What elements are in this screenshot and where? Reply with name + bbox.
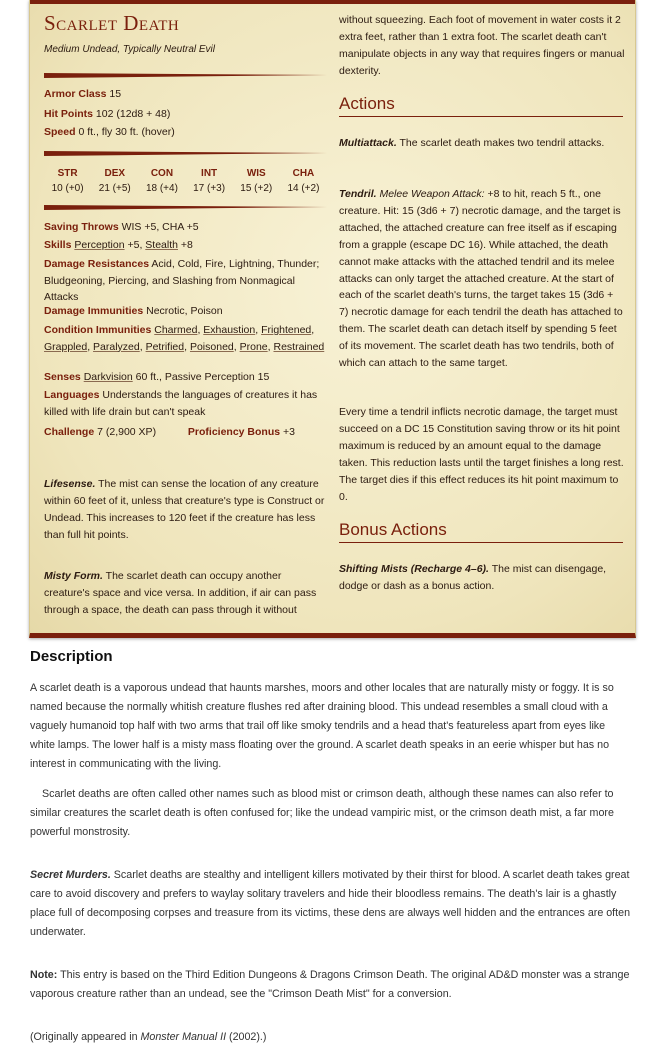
- damage-immunities-line: Damage Immunities Necrotic, Poison: [44, 305, 223, 317]
- secret-murders-paragraph: Secret Murders. Scarlet deaths are stealthy and intelligent killers motivated by their thirst for blood. A scarlet death takes great care to avoid discovery and prefers to waylay solitary travelers and hide their bloodless remains. The death's lair is a ghastly place full of decomposing corpses and treasure from its victims, these dens are always well hidden and the entrances are often underwater.: [30, 869, 631, 938]
- ability-con: CON 18 (+4): [145, 168, 178, 194]
- action-tendril: Tendril. Melee Weapon Attack: +8 to hit, reach 5 ft., one creature. Hit: 15 (3d6 + 7) necrotic damage, and the target is attached, the attached creature can free itself as if escaping from a grapple (escape DC 16). While attached, the death cannot make attacks with the attached tendril and its melee attacks can only target the attached creature. At the start of each of the scarlet death's turns, the target takes 15 (3d6 + 7) necrotic damage for each tendril the death has attached to them. The scarlet death can detach itself by spending 5 feet of its movement. The scarlet death has two tendrils, both of which can attach to the same target.: [339, 188, 623, 370]
- skill-perception-link[interactable]: Perception: [74, 239, 125, 251]
- bonus-actions-header: Bonus Actions: [339, 522, 623, 543]
- ability-cha: CHA 14 (+2): [287, 168, 320, 194]
- monster-name: Scarlet Death: [44, 11, 180, 35]
- description-paragraph: Scarlet deaths are often called other names such as blood mist or crimson death, although these names can also refer to similar creatures the scarlet death is often confused for; like the undead vampiric mist, or the crimson death mist, a far more powerful monstrosity.: [30, 788, 614, 838]
- speed-line: Speed 0 ft., fly 30 ft. (hover): [44, 126, 175, 138]
- condition-link[interactable]: Paralyzed: [93, 340, 140, 353]
- ability-int: INT 17 (+3): [193, 168, 226, 194]
- condition-link[interactable]: Frightened: [261, 324, 312, 336]
- languages-line: Languages Understands the languages of creatures it has killed with life drain but can't speak: [44, 389, 318, 418]
- monster-meta: Medium Undead, Typically Neutral Evil: [44, 44, 215, 55]
- origin-paragraph: (Originally appeared in Monster Manual II (2002).): [30, 1031, 267, 1043]
- ability-wis: WIS 15 (+2): [240, 168, 273, 194]
- condition-link[interactable]: Grappled: [44, 340, 88, 353]
- condition-link[interactable]: Petrified: [145, 340, 185, 353]
- ability-scores: [44, 166, 327, 196]
- hit-points-line: Hit Points 102 (12d8 + 48): [44, 108, 171, 120]
- ability-dex: DEX 21 (+5): [98, 168, 131, 194]
- condition-link[interactable]: Exhaustion: [203, 324, 256, 336]
- senses-line: Senses Darkvision 60 ft., Passive Perception 15: [44, 371, 270, 383]
- divider-rule: [44, 73, 327, 77]
- actions-header: Actions: [339, 96, 623, 117]
- bonus-shifting-mists: Shifting Mists (Recharge 4–6). The mist can disengage, dodge or dash as a bonus action.: [339, 563, 607, 592]
- condition-link[interactable]: Restrained: [273, 340, 325, 353]
- trait-misty-form-continued: without squeezing. Each foot of movement in water costs it 2 extra feet, rather than 1 extra foot. The scarlet death can't manipulate objects in any way that requires fingers or manual dexterity.: [339, 14, 625, 77]
- misty-form-text: The scarlet death can occupy another creature's space and vice versa. In addition, if air can pass through a space, the death can pass through it without: [44, 570, 317, 616]
- darkvision-link[interactable]: Darkvision: [83, 371, 133, 383]
- challenge-line: Challenge 7 (2,900 XP) Proficiency Bonus +3: [44, 426, 296, 438]
- divider-rule: [44, 205, 327, 209]
- proficiency-bonus-label: Proficiency Bonus: [187, 426, 281, 438]
- note-paragraph: Note: This entry is based on the Third Edition Dungeons & Dragons Crimson Death. The original AD&D monster was a strange vaporous creature rather than an undead, see the "Crimson Death Mist" for a conversion.: [30, 969, 630, 1000]
- saving-throws-line: Saving Throws WIS +5, CHA +5: [44, 221, 199, 233]
- divider-rule: [44, 151, 327, 155]
- description-paragraph: A scarlet death is a vaporous undead that haunts marshes, moors and other locales that are naturally misty or foggy. It is so named because the normally whitish creature flushes red after draining blood. This undead resembles a small cloud with a vaguely humanoid top half with two arms that trail off like smoky tendrils and a head that's featureless apart from eyes like white lamps. The lower half is a misty mass floating over the ground. A scarlet death speaks in an eerie whisper but has no interest in communicating with the living.: [30, 682, 614, 770]
- condition-link[interactable]: Prone: [239, 340, 268, 353]
- stat-block: [29, 0, 636, 638]
- skill-stealth-link[interactable]: Stealth: [145, 239, 178, 251]
- armor-class-line: Armor Class 15: [44, 88, 122, 100]
- stat-block-top-border: [30, 0, 635, 4]
- action-tendril-drain: Every time a tendril inflicts necrotic damage, the target must succeed on a DC 15 Constitution saving throw or its hit point maximum is reduced by an amount equal to the damage taken. This reduction lasts until the target finishes a long rest. The target dies if this effect reduces its hit point maximum to 0.: [339, 406, 624, 503]
- skills-line: Skills Perception +5, Stealth +8: [44, 239, 193, 251]
- ability-str: STR 10 (+0): [51, 168, 84, 194]
- description-heading: Description: [30, 648, 113, 665]
- condition-link[interactable]: Poisoned: [189, 340, 234, 353]
- trait-misty-form: Misty Form. The scarlet death can occupy another creature's space and vice versa. In addition, if air can pass through a space, the death can pass through it without: [44, 568, 330, 618]
- description-section: [30, 648, 630, 1047]
- action-multiattack: Multiattack. The scarlet death makes two tendril attacks.: [339, 137, 605, 149]
- trait-lifesense: Lifesense. The mist can sense the location of any creature within 60 feet of it, unless that creature's type is Construct or Undead. This increases to 120 feet if the creature has less than full hit points.: [44, 478, 325, 541]
- damage-resistances-line: Damage Resistances Acid, Cold, Fire, Lightning, Thunder; Bludgeoning, Piercing, and Slashing from Nonmagical Attacks: [44, 258, 320, 304]
- condition-immunities-line: Condition Immunities Charmed, Exhaustion, Frightened, Grappled, Paralyzed, Petrified, Poisoned, Prone, Restrained: [44, 324, 325, 353]
- condition-link[interactable]: Charmed: [154, 324, 198, 336]
- origin-book-title: Monster Manual II: [140, 1031, 227, 1043]
